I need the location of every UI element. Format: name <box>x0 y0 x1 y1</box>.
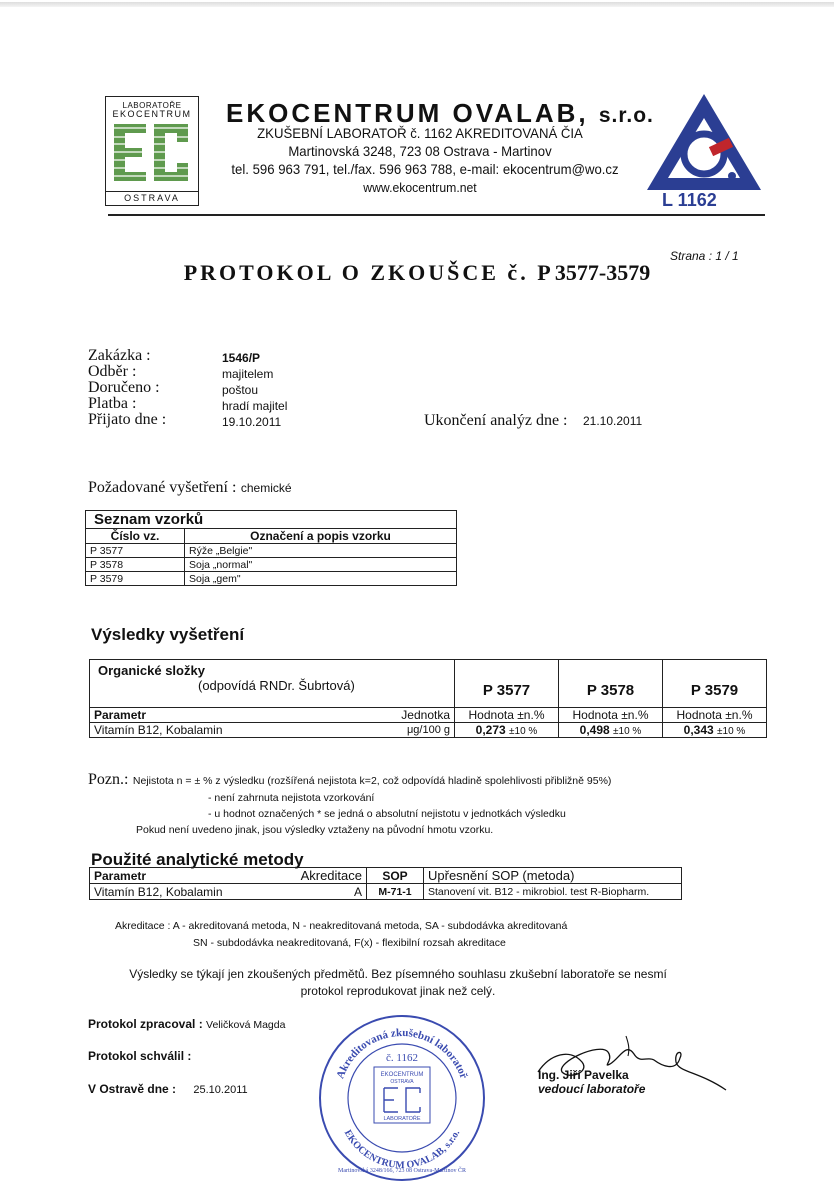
header-line-2: Martinovská 3248, 723 08 Ostrava - Martinov <box>288 143 552 159</box>
samples-col-desc: Označení a popis vzorku <box>185 529 457 544</box>
processed-by-value: Veličková Magda <box>206 1019 286 1031</box>
results-table <box>89 659 767 738</box>
result-value-cell <box>559 723 663 738</box>
disclaimer-line2: protokol reprodukovat jinak než celý. <box>300 984 496 998</box>
svg-text:EKOCENTRUM OVALAB, s.r.o. <box>342 1128 463 1171</box>
zakazka-label: Zakázka : <box>88 347 151 364</box>
disclaimer <box>88 966 708 1000</box>
header-divider <box>108 214 765 216</box>
results-col-value: Hodnota ±n.% <box>559 708 663 723</box>
samples-col-id: Číslo vz. <box>86 529 185 544</box>
notes-block <box>88 771 611 790</box>
table-row <box>86 544 457 558</box>
results-group-sub: (odpovídá RNDr. Šubrtová) <box>198 678 355 693</box>
methods-section-title: Použité analytické metody <box>91 850 304 869</box>
stamp-inner-bottom: LABORATOŘE <box>383 1116 421 1122</box>
methods-col-param: Parametr <box>90 868 284 884</box>
stamp-inner-city: OSTRAVA <box>390 1079 414 1085</box>
result-value: 0,273 <box>475 723 506 737</box>
issue-date-value: 25.10.2011 <box>193 1084 248 1096</box>
sample-id: P 3577 <box>86 544 185 558</box>
sample-id: P 3578 <box>86 558 185 572</box>
result-value-cell <box>663 723 767 738</box>
approved-by-label: Protokol schválil : <box>88 1049 192 1063</box>
accreditation-logo <box>644 92 764 212</box>
processed-by-label: Protokol zpracoval : <box>88 1017 203 1031</box>
issue-date-label: V Ostravě dne : <box>88 1082 177 1096</box>
method-desc: Stanovení vit. B12 - mikrobiol. test R-Biopharm. <box>424 884 682 900</box>
table-row <box>86 572 457 586</box>
results-col-param: Parametr <box>90 708 387 723</box>
result-value: 0,343 <box>683 723 714 737</box>
company-suffix: s.r.o. <box>598 104 654 127</box>
page-title <box>0 260 834 286</box>
requested-label: Požadované vyšetření : <box>88 479 237 496</box>
odber-label: Odběr : <box>88 363 137 380</box>
result-value-cell <box>455 723 559 738</box>
notes-line4: Pokud není uvedeno jinak, jsou výsledky vztaženy na původní hmotu vzorku. <box>136 824 494 836</box>
results-col-value: Hodnota ±n.% <box>663 708 767 723</box>
platba-value: hradí majitel <box>222 399 288 413</box>
platba-label: Platba : <box>88 395 137 412</box>
prijato-label: Přijato dne : <box>88 411 167 428</box>
method-sop: M-71-1 <box>367 884 424 900</box>
sample-id: P 3579 <box>86 572 185 586</box>
stamp-company: EKOCENTRUM OVALAB, s.r.o. <box>341 1128 463 1172</box>
notes-prefix: Pozn.: <box>88 771 129 788</box>
header-line-4: www.ekocentrum.net <box>363 180 477 195</box>
page-number: Strana : 1 / 1 <box>670 249 739 263</box>
cia-triangle-icon <box>644 92 764 192</box>
stamp-number: č. 1162 <box>386 1052 418 1064</box>
processed-by <box>88 1017 285 1031</box>
zakazka-value: 1546/P <box>222 351 261 365</box>
table-row <box>90 723 767 738</box>
scan-edge-line <box>0 2 834 7</box>
sample-desc: Soja „normal" <box>185 558 457 572</box>
result-param: Vitamín B12, Kobalamin <box>90 723 387 738</box>
result-value: 0,498 <box>579 723 610 737</box>
stamp-inner-top: EKOCENTRUM <box>380 1072 424 1078</box>
method-param: Vitamín B12, Kobalamin <box>90 884 284 900</box>
table-row <box>90 884 682 900</box>
samples-table <box>85 510 457 586</box>
protocol-number: P 3577-3579 <box>537 260 651 285</box>
accreditation-note-2: SN - subdodávka neakreditovaná, F(x) - flexibilní rozsah akreditace <box>193 937 506 949</box>
lab-logo <box>105 96 199 206</box>
results-col-value: Hodnota ±n.% <box>455 708 559 723</box>
table-row <box>86 558 457 572</box>
notes-line2: - není zahrnuta nejistota vzorkování <box>208 792 375 804</box>
samples-title: Seznam vzorků <box>86 511 457 529</box>
result-sample-header: P 3577 <box>455 660 559 708</box>
method-accr: A <box>283 884 367 900</box>
stamp-address: Martinovská 3248/166, 723 08 Ostrava-Martinov ČR <box>338 1168 466 1174</box>
doruceno-label: Doručeno : <box>88 379 160 396</box>
methods-col-sop: SOP <box>367 868 424 884</box>
results-section-title: Výsledky vyšetření <box>91 625 245 644</box>
stamp-outer-text: Akreditovaná zkušební laboratoř <box>334 1026 470 1081</box>
ukonceni-value: 21.10.2011 <box>583 414 643 428</box>
ec-logo-icon <box>114 124 188 181</box>
results-group-cell <box>90 660 455 708</box>
logo-line1: LABORATOŘE <box>122 101 182 110</box>
doruceno-value: poštou <box>222 383 259 397</box>
methods-col-method: Upřesnění SOP (metoda) <box>424 868 682 884</box>
issue-date <box>88 1082 248 1096</box>
results-col-unit: Jednotka <box>386 708 455 723</box>
sample-desc: Rýže „Belgie" <box>185 544 457 558</box>
result-uncertainty: ±10 % <box>509 726 538 737</box>
requested-analysis <box>88 479 292 497</box>
disclaimer-line1: Výsledky se týkají jen zkoušených předmětů. Bez písemného souhlasu zkušební laboratoře se nesmí <box>129 967 667 981</box>
requested-value: chemické <box>240 481 292 495</box>
signer-name: Ing. Jiří Pavelka <box>538 1068 629 1082</box>
odber-value: majitelem <box>222 367 274 381</box>
accreditation-number: L 1162 <box>662 190 717 210</box>
signer-role: vedoucí laboratoře <box>538 1082 646 1096</box>
accreditation-note-1: Akreditace : A - akreditovaná metoda, N - neakreditovaná metoda, SA - subdodávka akreditovaná <box>115 920 568 932</box>
methods-table <box>89 867 682 900</box>
official-stamp-icon <box>316 1012 488 1184</box>
notes-line1: Nejistota n = ± % z výsledku (rozšířená nejistota k=2, což odpovídá hladině spolehlivosti přibližně 95%) <box>132 775 612 787</box>
logo-line2: EKOCENTRUM <box>112 109 192 119</box>
notes-line3: - u hodnot označených * se jedná o absolutní nejistotu v jednotkách výsledku <box>208 808 566 820</box>
title-text: PROTOKOL O ZKOUŠCE č. <box>183 260 529 285</box>
methods-col-accr: Akreditace <box>283 868 367 884</box>
company-name-main: EKOCENTRUM OVALAB, <box>226 98 589 128</box>
header-line-1: ZKUŠEBNÍ LABORATOŘ č. 1162 AKREDITOVANÁ ČIA <box>257 125 583 141</box>
result-uncertainty: ±10 % <box>613 726 642 737</box>
result-sample-header: P 3578 <box>559 660 663 708</box>
result-uncertainty: ±10 % <box>717 726 746 737</box>
prijato-value: 19.10.2011 <box>222 415 282 429</box>
sample-desc: Soja „gem" <box>185 572 457 586</box>
result-sample-header: P 3579 <box>663 660 767 708</box>
results-group-title: Organické složky <box>98 663 205 678</box>
ukonceni-label: Ukončení analýz dne : <box>424 412 568 429</box>
result-unit: μg/100 g <box>386 723 455 738</box>
header-line-3: tel. 596 963 791, tel./fax. 596 963 788, e-mail: ekocentrum@wo.cz <box>231 161 619 177</box>
logo-city: OSTRAVA <box>106 191 198 205</box>
